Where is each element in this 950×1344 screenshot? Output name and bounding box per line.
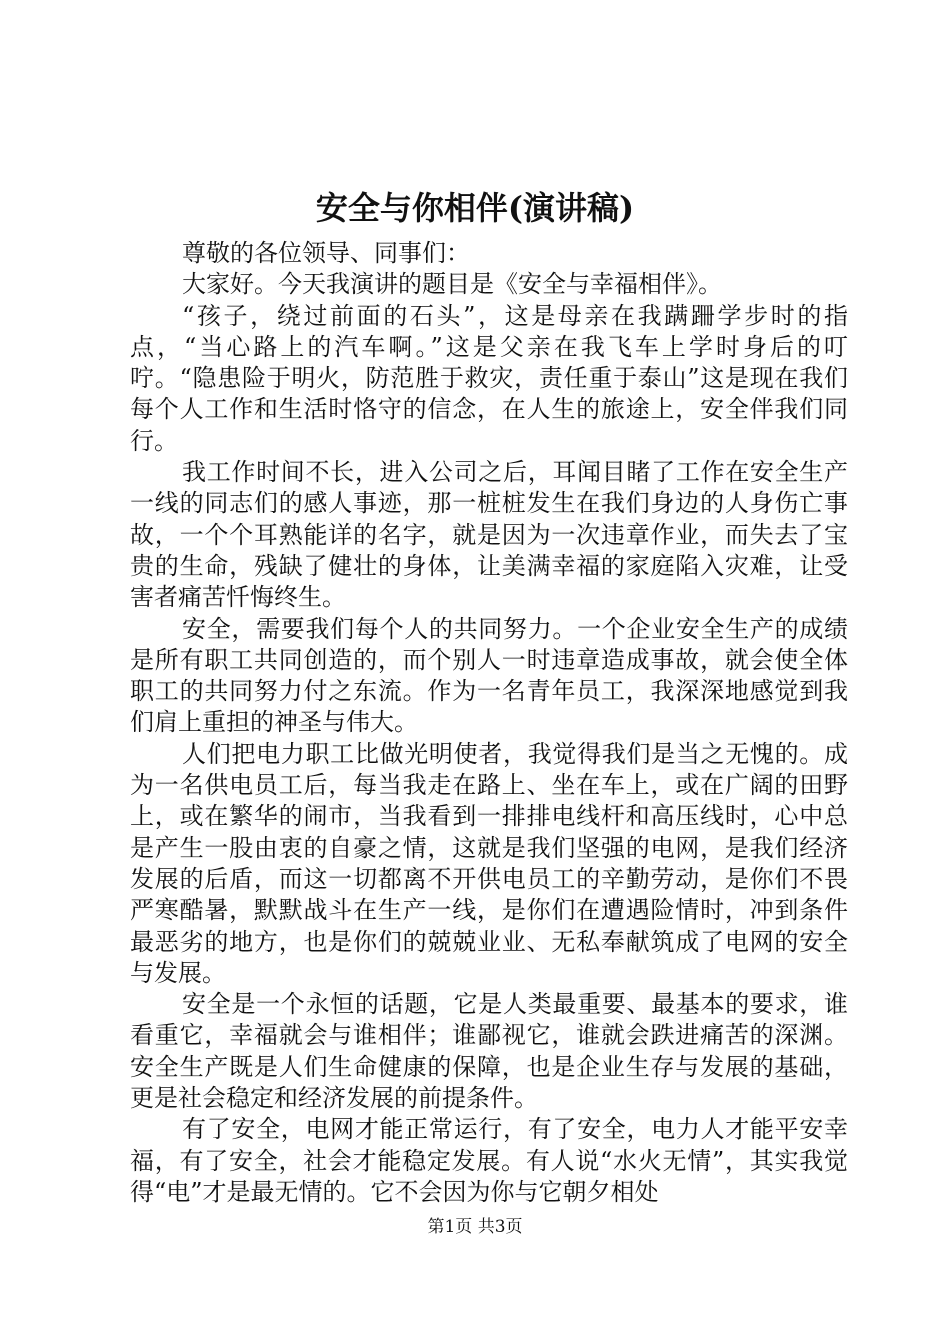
- paragraph: 人们把电力职工比做光明使者，我觉得我们是当之无愧的。成为一名供电员工后，每当我走在路上、坐在车上，或在广阔的田野上，或在繁华的闹市，当我看到一排排电线杆和高压线时，心中总是产生一股由衷的自豪之情，这就是我们坚强的电网，是我们经济发展的后盾，而这一切都离不开供电员工的辛勤劳动，是你们不畏严寒酷暑，默默战斗在生产一线，是你们在遭遇险情时，冲到条件最恶劣的地方，也是你们的兢兢业业、无私奉献筑成了电网的安全与发展。: [130, 739, 848, 987]
- paragraph: 安全是一个永恒的话题，它是人类最重要、最基本的要求，谁看重它，幸福就会与谁相伴；谁鄙视它，谁就会跌进痛苦的深渊。安全生产既是人们生命健康的保障，也是企业生存与发展的基础，更是社会稳定和经济发展的前提条件。: [130, 990, 848, 1113]
- paragraph: “孩子，绕过前面的石头”，这是母亲在我蹒跚学步时的指点，“当心路上的汽车啊。”这是父亲在我飞车上学时身后的叮咛。“隐患险于明火，防范胜于救灾，责任重于泰山”这是现在我们每个人工作和生活时恪守的信念，在人生的旅途上，安全伴我们同行。: [130, 301, 848, 455]
- paragraph: 我工作时间不长，进入公司之后，耳闻目睹了工作在安全生产一线的同志们的感人事迹，那一桩桩发生在我们身边的人身伤亡事故，一个个耳熟能详的名字，就是因为一次违章作业，而失去了宝贵的生命，残缺了健壮的身体，让美满幸福的家庭陷入灾难，让受害者痛苦忏悔终生。: [130, 458, 848, 612]
- paragraph-salutation: 尊敬的各位领导、同事们：: [182, 239, 470, 267]
- document-title: 安全与你相伴(演讲稿): [315, 189, 635, 227]
- paragraph: 安全，需要我们每个人的共同努力。一个企业安全生产的成绩是所有职工共同创造的，而个别人一时违章造成事故，就会使全体职工的共同努力付之东流。作为一名青年员工，我深深地感觉到我们肩上重担的神圣与伟大。: [130, 614, 848, 737]
- paragraph-greeting: 大家好。今天我演讲的题目是《安全与幸福相伴》。: [182, 270, 722, 299]
- paragraph: 有了安全，电网才能正常运行，有了安全，电力人才能平安幸福，有了安全，社会才能稳定发展。有人说“水火无情”，其实我觉得“电”才是最无情的。它不会因为你与它朝夕相处: [130, 1115, 848, 1206]
- page-number-footer: 第1页 共3页: [427, 1217, 523, 1237]
- document-body: [130, 238, 848, 1208]
